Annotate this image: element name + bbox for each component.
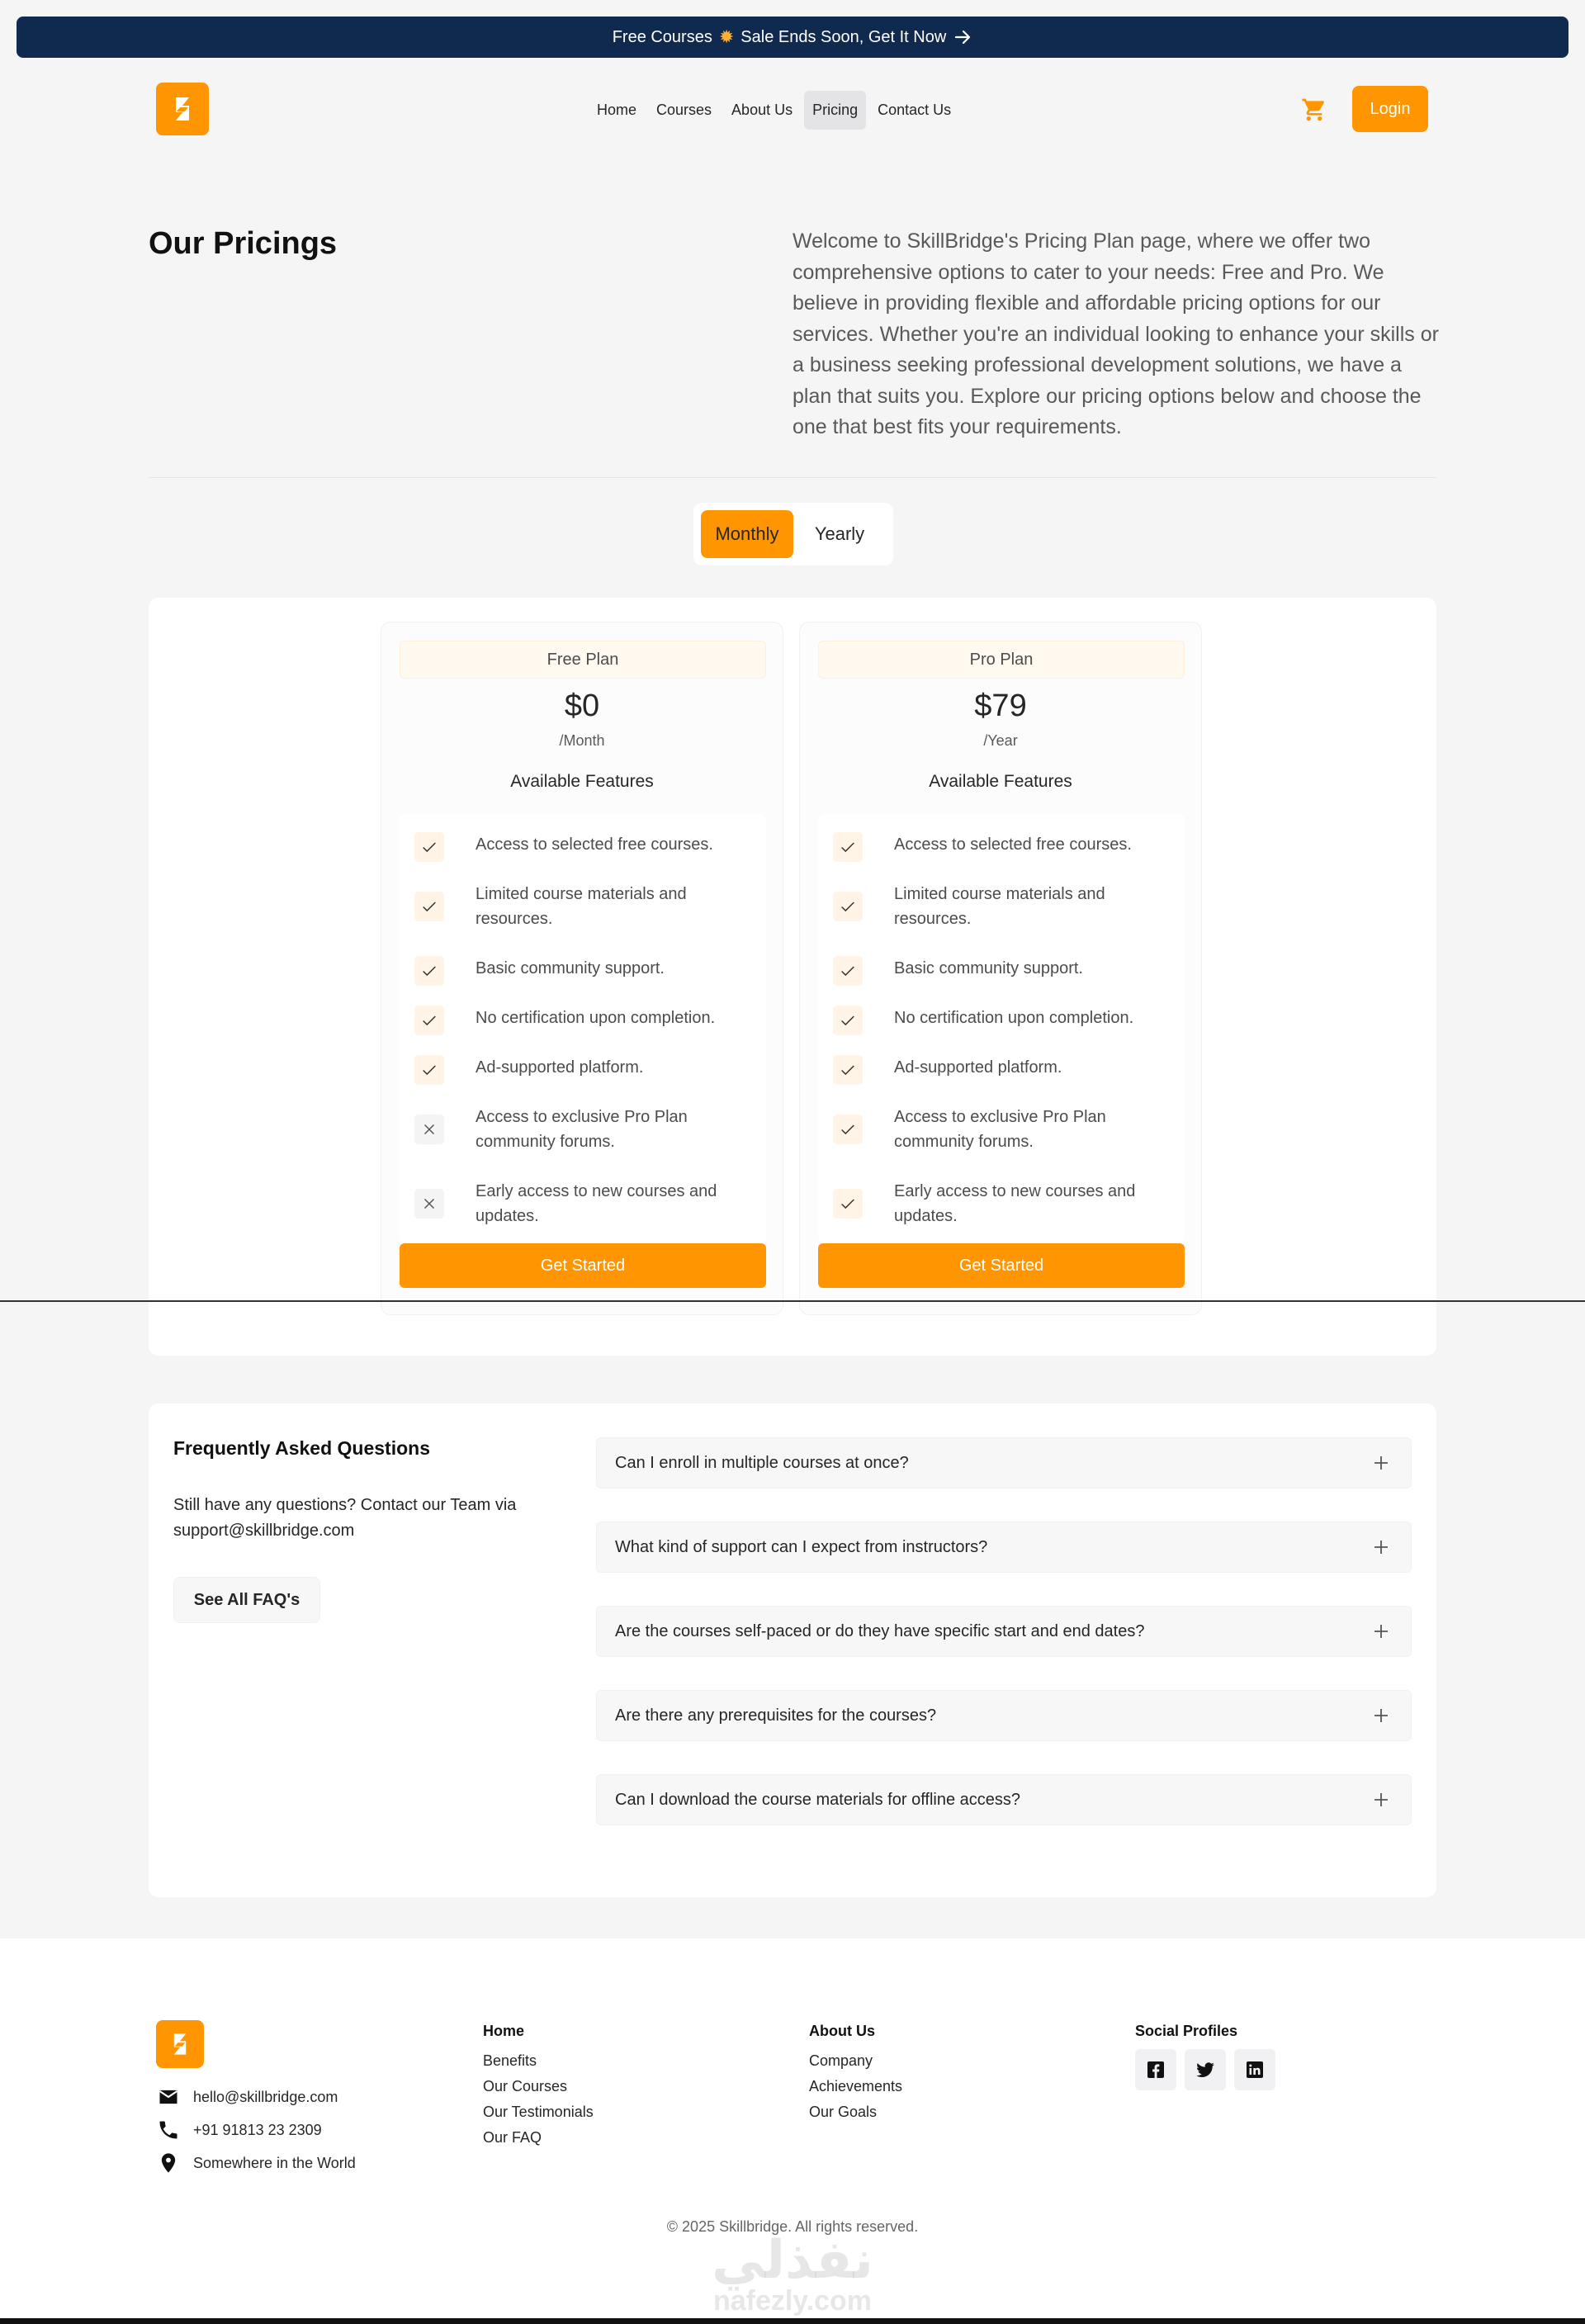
- footer-col-heading: Social Profiles: [1135, 2023, 1238, 2039]
- feature-item: [833, 882, 1180, 931]
- check-icon: [414, 956, 444, 986]
- toggle-yearly[interactable]: Yearly: [814, 523, 865, 544]
- check-icon: [833, 956, 863, 986]
- plus-icon[interactable]: [1371, 1537, 1391, 1557]
- footer-link[interactable]: Achievements: [809, 2078, 903, 2094]
- feature-item: [414, 882, 761, 931]
- feature-text: Access to exclusive Pro Plan community forums.: [894, 1108, 1106, 1151]
- copyright-text: © 2025 Skillbridge. All rights reserved.: [666, 2218, 919, 2235]
- pricing-panel: [149, 598, 1436, 1356]
- facebook-icon[interactable]: [1135, 2049, 1176, 2090]
- check-icon: [414, 1006, 444, 1035]
- get-started-button[interactable]: Get Started: [400, 1243, 766, 1288]
- feature-text: Basic community support.: [894, 959, 1083, 977]
- nav-courses[interactable]: Courses: [656, 101, 712, 118]
- check-icon: [833, 832, 863, 862]
- nav-contact-us[interactable]: Contact Us: [878, 101, 952, 118]
- check-icon: [833, 892, 863, 921]
- faq-question-text: Are there any prerequisites for the courses?: [615, 1706, 937, 1725]
- check-icon: [414, 832, 444, 862]
- mail-icon: [157, 2085, 180, 2109]
- faq-question[interactable]: [596, 1690, 1412, 1741]
- promo-banner-text-left: Free Courses: [612, 27, 712, 46]
- check-icon: [414, 892, 444, 921]
- sun-icon: ✹: [718, 26, 735, 47]
- nav-about-us[interactable]: About Us: [731, 101, 793, 118]
- footer-location-text: Somewhere in the World: [193, 2154, 356, 2171]
- feature-item: [414, 1006, 761, 1035]
- check-icon: [833, 1006, 863, 1035]
- toggle-monthly[interactable]: Monthly: [701, 510, 793, 558]
- arrow-right-icon: [953, 27, 972, 47]
- skillbridge-logo[interactable]: [156, 2020, 204, 2068]
- footer-col-home: [483, 2023, 594, 2151]
- feature-item: [833, 1006, 1180, 1035]
- feature-text: Ad-supported platform.: [894, 1058, 1062, 1077]
- check-icon: [833, 1189, 863, 1219]
- feature-text: Early access to new courses and updates.: [476, 1182, 717, 1225]
- faq-subtitle: Still have any questions? Contact our Team via support@skillbridge.com: [173, 1496, 517, 1540]
- cart-icon[interactable]: [1301, 97, 1327, 123]
- get-started-button[interactable]: Get Started: [818, 1243, 1185, 1288]
- footer-col-about: [809, 2023, 902, 2125]
- see-all-faqs-button[interactable]: See All FAQ's: [173, 1577, 320, 1623]
- close-icon: [414, 1189, 444, 1219]
- page-intro: Welcome to SkillBridge's Pricing Plan page, where we offer two comprehensive options to cater to your needs: Free and Pro. We believe in providing flexible and affordable pricing options for our services. Whether you're an individual looking to enhance your skills or a business seeking professional development solutions, we have a plan that suits you. Explore our pricing options below and choose the one that best fits your requirements.: [792, 230, 1439, 438]
- horizontal-rule: [0, 1300, 1585, 1302]
- feature-text: Early access to new courses and updates.: [894, 1182, 1136, 1225]
- plus-icon[interactable]: [1371, 1790, 1391, 1810]
- footer-phone[interactable]: [157, 2118, 322, 2142]
- feature-item: [414, 1179, 761, 1228]
- feature-list: [400, 814, 766, 1243]
- footer-link[interactable]: Our Testimonials: [483, 2104, 594, 2120]
- feature-list: [818, 814, 1185, 1243]
- faq-title: Frequently Asked Questions: [173, 1437, 430, 1459]
- divider: [149, 477, 1436, 478]
- check-icon: [414, 1055, 444, 1085]
- feature-text: Access to selected free courses.: [476, 835, 713, 854]
- plan-price: $79: [974, 689, 1027, 723]
- bottom-bar: [0, 2318, 1585, 2324]
- plan-name: Free Plan: [400, 641, 766, 679]
- faq-question[interactable]: [596, 1522, 1412, 1573]
- faq-question-text: What kind of support can I expect from instructors?: [615, 1537, 988, 1556]
- check-icon: [833, 1115, 863, 1144]
- footer-email-text: hello@skillbridge.com: [193, 2088, 338, 2105]
- footer-email[interactable]: [157, 2085, 338, 2109]
- feature-item: [414, 1055, 761, 1085]
- feature-text: No certification upon completion.: [476, 1009, 716, 1027]
- feature-text: Basic community support.: [476, 959, 665, 977]
- skillbridge-logo[interactable]: [156, 83, 209, 135]
- feature-item: [833, 1179, 1180, 1228]
- watermark-url: nafezly.com: [712, 2285, 873, 2317]
- plan-features-title: Available Features: [510, 772, 654, 791]
- watermark-arabic: نفذلي: [712, 2230, 873, 2289]
- plan-period: /Month: [559, 732, 605, 749]
- twitter-icon[interactable]: [1185, 2049, 1226, 2090]
- feature-item: [833, 956, 1180, 986]
- faq-question[interactable]: [596, 1437, 1412, 1489]
- feature-item: [833, 832, 1180, 862]
- feature-text: Access to exclusive Pro Plan community forums.: [476, 1108, 688, 1151]
- plan-features-title: Available Features: [929, 772, 1072, 791]
- main-nav: [589, 91, 959, 129]
- faq-question-text: Can I download the course materials for offline access?: [615, 1790, 1021, 1809]
- watermark: [702, 2230, 883, 2317]
- check-icon: [833, 1055, 863, 1085]
- plus-icon[interactable]: [1371, 1621, 1391, 1641]
- feature-text: Limited course materials and resources.: [894, 885, 1105, 928]
- footer-phone-text: +91 91813 23 2309: [193, 2121, 322, 2138]
- feature-text: No certification upon completion.: [894, 1009, 1134, 1027]
- footer-col-heading[interactable]: Home: [483, 2023, 525, 2039]
- feature-item: [414, 1105, 761, 1154]
- phone-icon: [157, 2118, 180, 2142]
- faq-question-text: Can I enroll in multiple courses at once?: [615, 1453, 909, 1472]
- plus-icon[interactable]: [1371, 1453, 1391, 1473]
- plan-card-pro: [799, 622, 1202, 1315]
- footer-col-social: [1135, 2023, 1237, 2048]
- feature-text: Ad-supported platform.: [476, 1058, 644, 1077]
- feature-item: [833, 1055, 1180, 1085]
- feature-item: [414, 832, 761, 862]
- faq-question-text: Are the courses self-paced or do they have specific start and end dates?: [615, 1621, 1145, 1640]
- footer-location: [157, 2151, 356, 2175]
- login-button[interactable]: Login: [1352, 86, 1428, 132]
- plan-card-free: [381, 622, 783, 1315]
- plan-period: /Year: [983, 732, 1018, 749]
- faq-question[interactable]: [596, 1606, 1412, 1657]
- footer-link[interactable]: Benefits: [483, 2052, 537, 2069]
- nav-pricing[interactable]: Pricing: [804, 91, 866, 130]
- close-icon: [414, 1115, 444, 1144]
- faq-question[interactable]: [596, 1774, 1412, 1825]
- plan-name: Pro Plan: [818, 641, 1185, 679]
- location-pin-icon: [157, 2151, 180, 2175]
- feature-item: [414, 956, 761, 986]
- footer-link[interactable]: Company: [809, 2052, 873, 2069]
- social-links: [1135, 2049, 1275, 2090]
- promo-banner[interactable]: [17, 17, 1568, 58]
- footer-link[interactable]: Our FAQ: [483, 2129, 542, 2146]
- feature-text: Access to selected free courses.: [894, 835, 1132, 854]
- feature-text: Limited course materials and resources.: [476, 885, 687, 928]
- plus-icon[interactable]: [1371, 1706, 1391, 1725]
- page-title: Our Pricings: [149, 226, 338, 261]
- feature-item: [833, 1105, 1180, 1154]
- plan-price: $0: [564, 689, 600, 723]
- billing-toggle: [693, 503, 893, 566]
- promo-banner-text-right: Sale Ends Soon, Get It Now: [740, 27, 947, 46]
- footer-col-heading[interactable]: About Us: [809, 2023, 875, 2039]
- footer-link[interactable]: Our Courses: [483, 2078, 568, 2094]
- nav-home[interactable]: Home: [597, 101, 637, 118]
- linkedin-icon[interactable]: [1234, 2049, 1275, 2090]
- footer-link[interactable]: Our Goals: [809, 2104, 878, 2120]
